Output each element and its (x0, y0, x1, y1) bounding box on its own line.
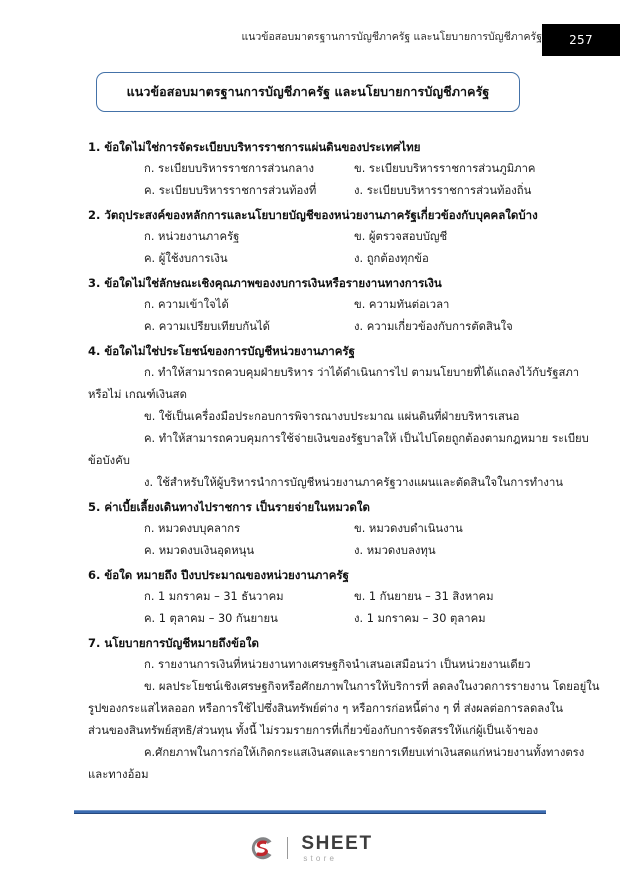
choice-option: ง. ถูกต้องทุกข้อ (354, 252, 429, 265)
choice-option: ข. ระเบียบบริหารราชการส่วนภูมิภาค (354, 162, 536, 175)
choice-option: ค. หมวดงบเงินอุดหนุน (144, 544, 255, 557)
question-stem: 2. วัตถุประสงค์ของหลักการและนโยบายบัญชีของหน่วยงานภาครัฐเกี่ยวข้องกับบุคคลใดบ้าง (88, 208, 538, 222)
question-item (88, 564, 536, 630)
choice-option: ค. ความเปรียบเทียบกันได้ (144, 320, 270, 333)
choice-line: ค. ทำให้สามารถควบคุมการใช้จ่ายเงินของรัฐบาลให้ เป็นไปโดยถูกต้องตามกฎหมาย ระเบียบ (144, 432, 589, 445)
choice-option: ง. ความเกี่ยวข้องกับการตัดสินใจ (354, 320, 513, 333)
choice-line: ข. ใช้เป็นเครื่องมือประกอบการพิจารณางบประมาณ แผ่นดินที่ฝ่ายบริหารเสนอ (144, 410, 520, 423)
choices-grid (88, 518, 536, 562)
choice-option: ค. 1 ตุลาคม – 30 กันยายน (144, 612, 278, 625)
choice-option: ค. ผู้ใช้งบการเงิน (144, 252, 228, 265)
exam-questions-container (88, 136, 600, 788)
choice-option: ข. หมวดงบดำเนินงาน (354, 522, 463, 535)
question-item (88, 496, 536, 562)
header-running-title: แนวข้อสอบมาตรฐานการบัญชีภาครัฐ และนโยบายการบัญชีภาครัฐ (241, 31, 542, 43)
question-item (88, 340, 589, 494)
choices-grid (88, 586, 536, 630)
page-number-badge (542, 24, 620, 56)
choice-option: ก. หน่วยงานภาครัฐ (144, 230, 240, 243)
question-item (88, 204, 536, 270)
choice-option (88, 472, 564, 494)
choice-line-continuation: หรือไม่ เกณฑ์เงินสด (88, 388, 187, 401)
question-stem: 4. ข้อใดไม่ใช่ประโยชน์ของการบัญชีหน่วยงานภาครัฐ (88, 344, 355, 358)
choice-line: ก. รายงานการเงินที่หน่วยงานทางเศรษฐกิจนำเสนอเสมือนว่า เป็นหน่วยงานเดียว (144, 658, 531, 671)
choices-grid (88, 226, 536, 270)
logo-primary-text: SHEET (301, 832, 373, 854)
document-title-box (96, 72, 520, 112)
logo-wordmark (301, 834, 372, 863)
choice-line: ค.ศักยภาพในการก่อให้เกิดกระแสเงินสดและรายการเทียบเท่าเงินสดแก่หน่วยงานทั้งทางตรง (144, 746, 585, 759)
choice-option: ข. ความทันต่อเวลา (354, 298, 450, 311)
choice-option: ข. 1 กันยายน – 31 สิงหาคม (354, 590, 494, 603)
choice-line-continuation: ส่วนของสินทรัพย์สุทธิ/ส่วนทุน ทั้งนี้ ไม่รวมรายการที่เกี่ยวข้องกับการจัดสรรให้แก่ผู้เป็นเจ้าของ (88, 724, 539, 737)
choice-line: ข. ผลประโยชน์เชิงเศรษฐกิจหรือศักยภาพในการให้บริการที่ ลดลงในงวดการรายงาน โดยอยู่ใน (144, 680, 600, 693)
choice-option: ข. ผู้ตรวจสอบบัญชี (354, 230, 448, 243)
document-title-text: แนวข้อสอบมาตรฐานการบัญชีภาครัฐ และนโยบายการบัญชีภาครัฐ (126, 84, 490, 99)
choice-option (88, 654, 536, 676)
question-stem: 7. นโยบายการบัญชีหมายถึงข้อใด (88, 636, 259, 650)
choice-option: ง. หมวดงบลงทุน (354, 544, 436, 557)
choices-grid (88, 294, 536, 338)
footer-divider (74, 810, 546, 814)
page-number-text: 257 (569, 33, 593, 47)
question-item (88, 136, 536, 202)
question-stem: 6. ข้อใด หมายถึง ปีงบประมาณของหน่วยงานภาครัฐ (88, 568, 349, 582)
page-header (0, 0, 620, 56)
choice-option (88, 362, 580, 406)
choice-line-continuation: และทางอ้อม (88, 768, 149, 781)
choices-grid (88, 158, 536, 202)
choice-option: ง. 1 มกราคม – 30 ตุลาคม (354, 612, 486, 625)
footer-logo (0, 826, 620, 870)
question-stem: 3. ข้อใดไม่ใช่ลักษณะเชิงคุณภาพของงบการเงินหรือรายงานทางการเงิน (88, 276, 442, 290)
choice-line-continuation: รูปของกระแสไหลออก หรือการใช้ไปซึ่งสินทรัพย์ต่าง ๆ หรือการก่อหนี้ต่าง ๆ ที่ ส่งผลต่อการลดลงใน (88, 702, 563, 715)
question-item (88, 632, 600, 786)
question-stem: 1. ข้อใดไม่ใช่การจัดระเบียบบริหารราชการแผ่นดินของประเทศไทย (88, 140, 421, 154)
question-item (88, 272, 536, 338)
sheet-store-logo-icon (247, 833, 277, 863)
choice-option (88, 406, 536, 428)
choice-line: ง. ใช้สำหรับให้ผู้บริหารนำการบัญชีหน่วยงานภาครัฐวางแผนและตัดสินใจในการทำงาน (144, 476, 564, 489)
choice-option (88, 676, 600, 742)
choice-option: ค. ระเบียบบริหารราชการส่วนท้องที่ (144, 184, 317, 197)
choice-option: ง. ระเบียบบริหารราชการส่วนท้องถิ่น (354, 184, 532, 197)
choice-line: ก. ทำให้สามารถควบคุมฝ่ายบริหาร ว่าได้ดำเนินการไป ตามนโยบายที่ได้แถลงไว้กับรัฐสภา (144, 366, 580, 379)
choice-line-continuation: ข้อบังคับ (88, 454, 130, 467)
logo-divider (287, 837, 288, 859)
choice-option: ก. หมวดงบบุคลากร (144, 522, 241, 535)
choice-option: ก. ระเบียบบริหารราชการส่วนกลาง (144, 162, 314, 175)
choice-option (88, 428, 589, 472)
choice-option (88, 742, 585, 786)
choice-option: ก. ความเข้าใจได้ (144, 298, 229, 311)
question-stem: 5. ค่าเบี้ยเลี้ยงเดินทางไปราชการ เป็นรายจ่ายในหมวดใด (88, 500, 370, 514)
logo-secondary-text: store (303, 853, 338, 863)
choice-option: ก. 1 มกราคม – 31 ธันวาคม (144, 590, 284, 603)
